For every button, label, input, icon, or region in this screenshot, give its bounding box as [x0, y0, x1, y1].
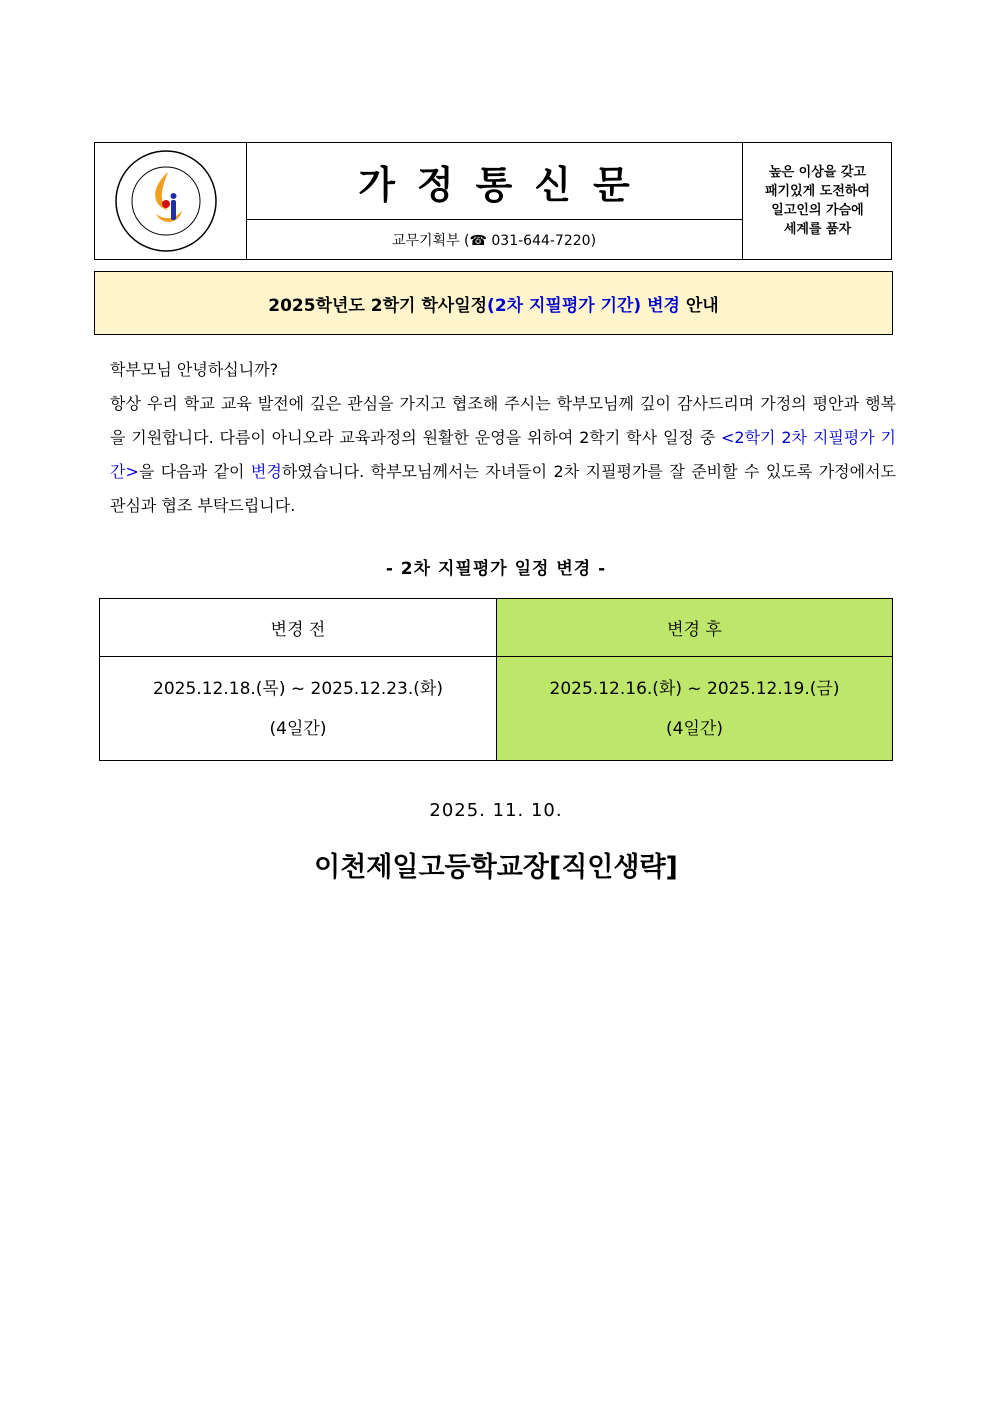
- body-highlight: <2학기 2차 지필평가 기간>: [110, 428, 896, 481]
- before-dates: 2025.12.18.(목) ~ 2025.12.23.(화): [153, 678, 443, 699]
- school-logo: [110, 148, 222, 254]
- after-days: (4일간): [666, 718, 723, 739]
- school-motto: [742, 143, 892, 259]
- motto-line: 패기있게 도전하여: [765, 184, 870, 199]
- after-header: 변경 후: [497, 599, 892, 657]
- after-dates: 2025.12.16.(화) ~ 2025.12.19.(금): [549, 678, 840, 699]
- notice-suffix: 안내: [679, 295, 719, 316]
- after-cell: [497, 657, 892, 760]
- signer: 이천제일고등학교장[직인생략]: [314, 852, 678, 883]
- notice-prefix: 2025학년도 2학기 학사일정: [268, 295, 488, 316]
- notice-title: [94, 271, 893, 335]
- body-paragraph: [94, 387, 896, 523]
- body-highlight-2: 변경: [250, 462, 282, 481]
- logo-cell: [95, 143, 247, 259]
- greeting: 학부모님 안녕하십니까?: [110, 360, 279, 379]
- notice-highlight: (2차 지필평가 기간) 변경: [487, 295, 680, 316]
- body-text-c: 하였습니다. 학부모님께서는 자녀들이 2차 지필평가를 잘 준비할 수 있도록 가정에서도 관심과 협조 부탁드립니다.: [110, 462, 896, 515]
- department-contact: 교무기획부 (☎ 031-644-7220): [391, 233, 597, 249]
- motto-line: 일고인의 가슴에: [771, 203, 864, 218]
- before-header: 변경 전: [100, 599, 497, 657]
- letter-body: [94, 353, 896, 523]
- motto-line: 높은 이상을 갖고: [769, 165, 866, 180]
- before-days: (4일간): [269, 718, 327, 739]
- schedule-title: - 2차 지필평가 일정 변경 -: [385, 559, 607, 579]
- before-cell: [100, 657, 497, 760]
- schedule-table: [99, 598, 893, 761]
- page-title: 가정통신문: [246, 143, 742, 220]
- header-table: [94, 142, 892, 260]
- motto-line: 세계를 품자: [783, 222, 852, 237]
- body-text-a: 항상 우리 학교 교육 발전에 깊은 관심을 가지고 협조해 주시는 학부모님께 깊이 감사드리며 가정의 평안과 행복을 기원합니다. 다름이 아니오라 교육과정의 원활한 운영을 위하여 2학기 학사 일정 중: [110, 394, 896, 447]
- body-text-b: 을 다음과 같이: [138, 462, 251, 481]
- issue-date: 2025. 11. 10.: [429, 800, 563, 821]
